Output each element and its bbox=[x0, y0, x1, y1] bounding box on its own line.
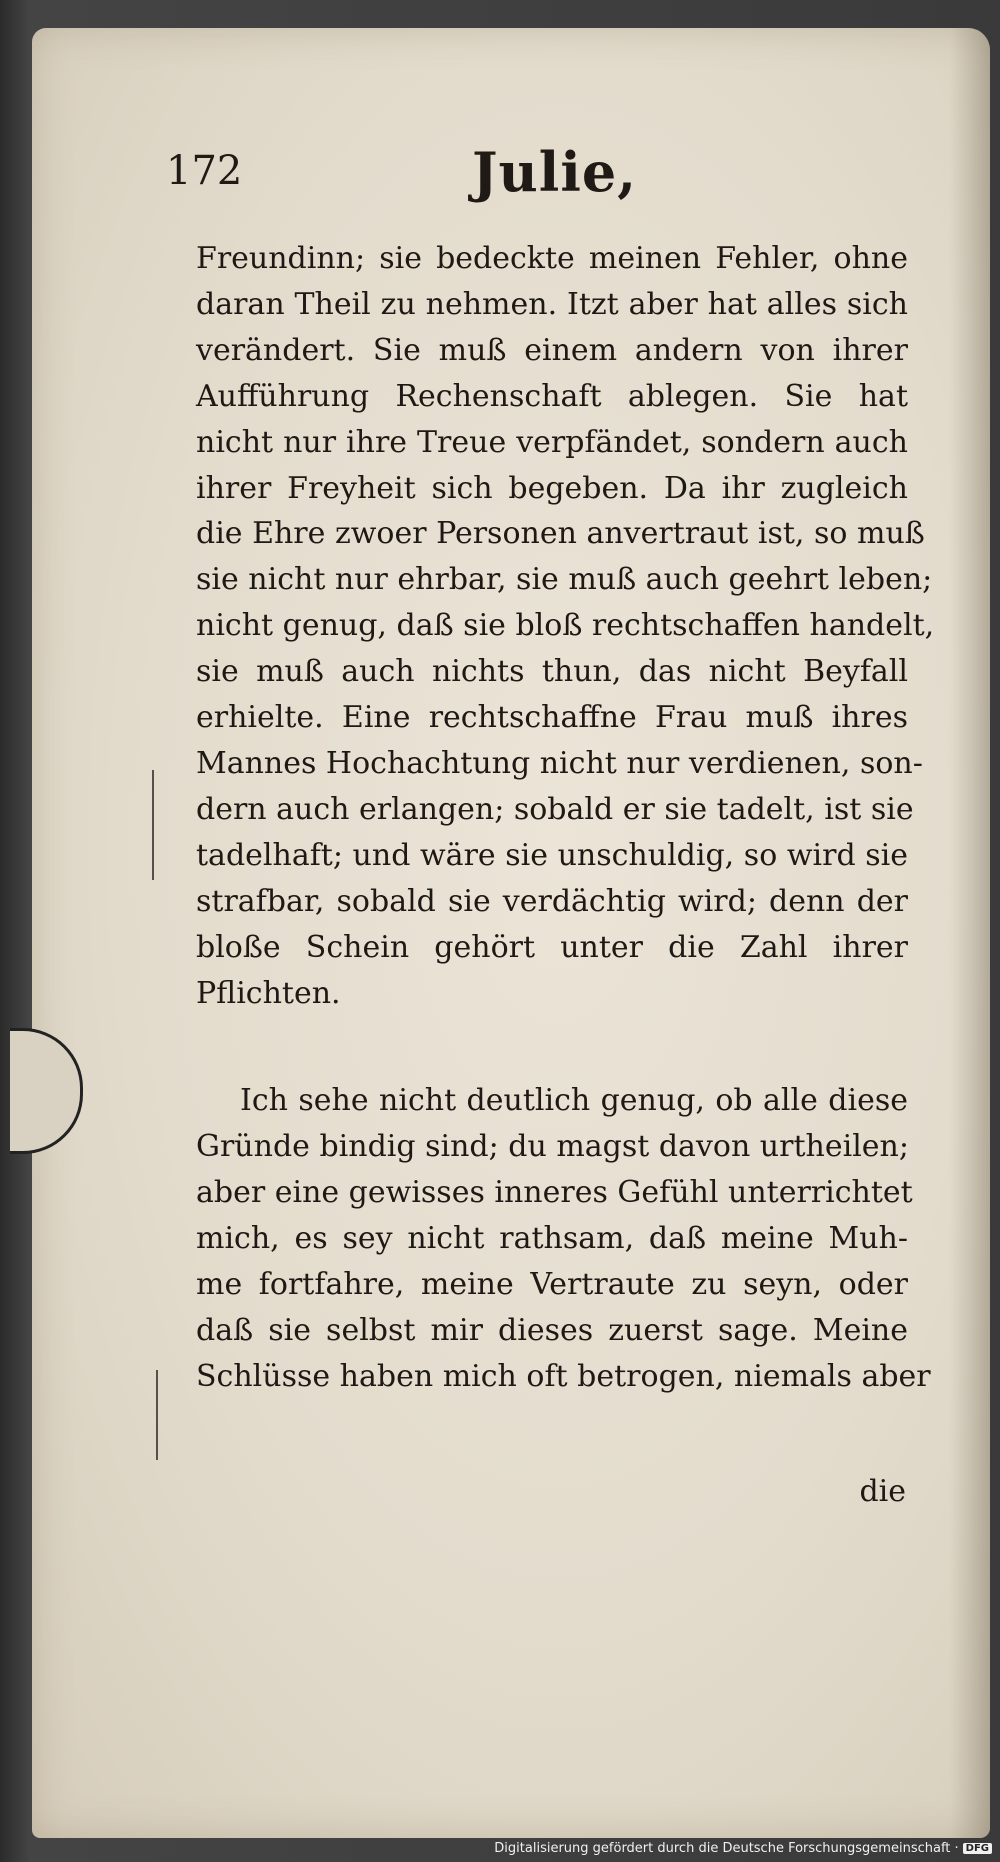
text-line: nicht genug, daß sie bloß rechtschaffen handelt, bbox=[196, 608, 935, 644]
text-line: nicht nur ihre Treue verpfändet, sondern auch bbox=[196, 424, 908, 460]
text-line: strafbar, sobald sie verdächtig wird; denn der bbox=[196, 883, 908, 919]
digitization-footer bbox=[494, 1841, 992, 1856]
text-line: ihrer Freyheit sich begeben. Da ihr zugleich bbox=[196, 470, 908, 506]
catchword: die bbox=[859, 1474, 906, 1509]
paragraph-gap bbox=[196, 1016, 908, 1078]
text-line: sie muß auch nichts thun, das nicht Beyfall bbox=[196, 654, 908, 690]
text-line: Schlüsse haben mich oft betrogen, niemals aber bbox=[196, 1358, 931, 1394]
margin-mark bbox=[152, 770, 154, 880]
text-line: dern auch erlangen; sobald er sie tadelt, ist sie bbox=[196, 791, 914, 827]
page-edge-shadow bbox=[950, 28, 990, 1838]
text-line: Freundinn; sie bedeckte meinen Fehler, ohne bbox=[196, 241, 908, 276]
text-line: Aufführung Rechenschaft ablegen. Sie hat bbox=[196, 378, 908, 414]
text-line: Gründe bindig sind; du magst davon urtheilen; bbox=[196, 1129, 909, 1165]
text-line: die Ehre zwoer Personen anvertraut ist, so muß bbox=[196, 516, 925, 552]
running-head: Julie, bbox=[472, 140, 637, 204]
text-line: erhielte. Eine rechtschaffne Frau muß ihres bbox=[196, 700, 908, 736]
text-line: Ich sehe nicht deutlich genug, ob alle diese bbox=[240, 1083, 908, 1119]
text-line: mich, es sey nicht rathsam, daß meine Muh- bbox=[196, 1221, 908, 1257]
text-line: sie nicht nur ehrbar, sie muß auch geehrt leben; bbox=[196, 562, 933, 598]
page-header bbox=[166, 140, 926, 210]
text-line: aber eine gewisses inneres Gefühl unterrichtet bbox=[196, 1175, 913, 1211]
margin-mark bbox=[156, 1370, 158, 1460]
text-line: me fortfahre, meine Vertraute zu seyn, oder bbox=[196, 1267, 908, 1303]
text-line: daß sie selbst mir dieses zuerst sage. Meine bbox=[196, 1312, 908, 1348]
page-clip-mark bbox=[10, 1028, 83, 1154]
text-line: tadelhaft; und wäre sie unschuldig, so wird sie bbox=[196, 837, 908, 873]
paragraph-2 bbox=[196, 1078, 931, 1399]
text-line: bloße Schein gehört unter die Zahl ihrer bbox=[196, 929, 908, 965]
text-line: Pflichten. bbox=[196, 975, 341, 1011]
paragraph-1 bbox=[196, 236, 935, 1016]
dfg-logo-icon: DFG bbox=[963, 1843, 992, 1854]
page-number: 172 bbox=[166, 148, 243, 194]
footer-credit: Digitalisierung gefördert durch die Deutsche Forschungsgemeinschaft · bbox=[494, 1841, 959, 1856]
text-line: daran Theil zu nehmen. Itzt aber hat alles sich bbox=[196, 286, 908, 322]
text-line: Mannes Hochachtung nicht nur verdienen, son- bbox=[196, 745, 923, 781]
body-text bbox=[196, 236, 935, 1400]
text-line: verändert. Sie muß einem andern von ihrer bbox=[196, 332, 908, 368]
